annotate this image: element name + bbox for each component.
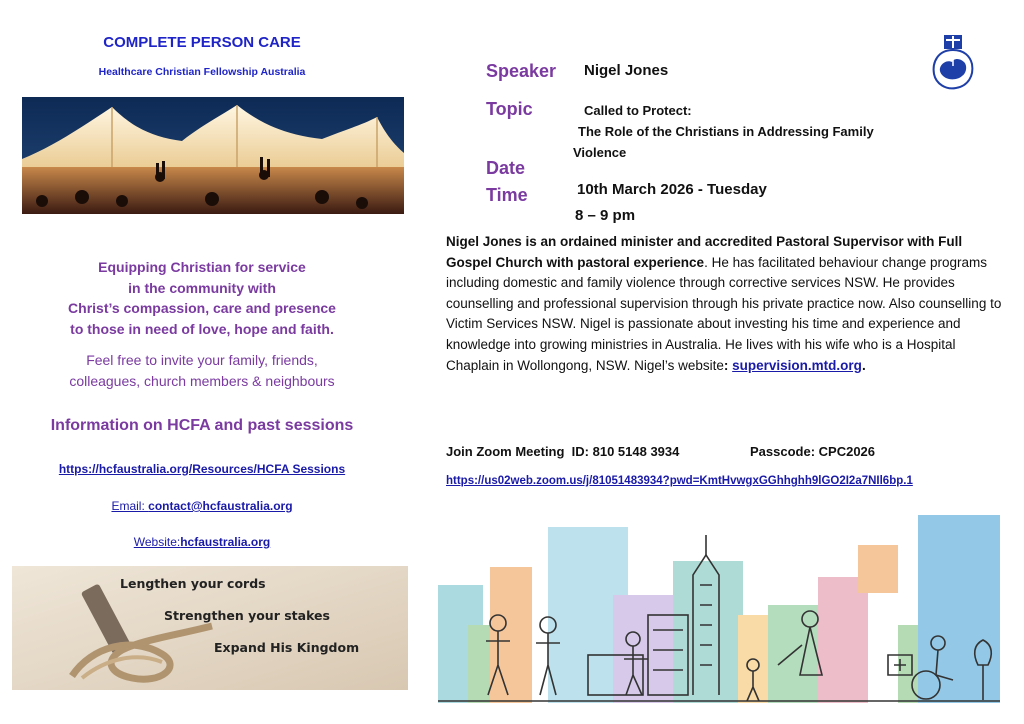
banner-line-2: Strengthen your stakes	[164, 608, 330, 623]
topic-line: The Role of the Christians in Addressing Family	[578, 124, 874, 139]
mission-line: Equipping Christian for service	[98, 259, 306, 275]
website-link[interactable]: hcfaustralia.org	[180, 535, 271, 549]
org-title: COMPLETE PERSON CARE	[103, 34, 301, 51]
community-city-illustration	[438, 515, 1000, 703]
banner-line-1: Lengthen your cords	[120, 576, 266, 591]
invite-text	[22, 350, 382, 391]
email-row	[22, 499, 382, 513]
resources-link-row	[22, 462, 382, 476]
bio-lead: Nigel Jones is an ordained minister and accredited Pastoral Supervisor with Full Gospel Church with pastoral experience	[446, 234, 963, 270]
speaker-label: Speaker	[486, 61, 557, 81]
banner-line-3: Expand His Kingdom	[214, 640, 360, 655]
website-label: Website:	[133, 535, 181, 549]
topic-line: Violence	[573, 145, 627, 160]
mission-line: Christ’s compassion, care and presence	[68, 300, 336, 316]
mission-statement	[22, 257, 382, 339]
info-heading: Information on HCFA and past sessions	[50, 417, 354, 434]
bio-colon: :	[723, 357, 733, 373]
mission-line: to those in need of love, hope and faith.	[70, 320, 334, 337]
event-date: 10th March 2026 - Tuesday	[577, 181, 767, 198]
date-label: Date	[486, 158, 526, 178]
website-row	[22, 535, 382, 549]
topic-line: Called to Protect:	[584, 103, 692, 118]
bio-period: .	[861, 357, 866, 373]
zoom-link[interactable]: https://us02web.zoom.us/j/81051483934?pwd=KmtHvwgxGGhhghh9lGO2I2a7NIl6bp.1	[446, 475, 913, 487]
zoom-link-row	[446, 475, 913, 487]
mission-line: in the community with	[128, 279, 276, 296]
event-time: 8 – 9 pm	[575, 207, 636, 224]
org-subtitle: Healthcare Christian Fellowship Australia	[98, 66, 306, 78]
bio-body: . He has facilitated behaviour change programs including domestic and family violence through corrective services NSW. He provides counselling and professional supervision through his private practice now. Also counselling to Victim Services NSW. Nigel is passionate about investing his time and experience and knowledge into growing ministries in Australia. He lives with his wife who is a Hospital Chaplain in Wollongong, NSW. Nigel’s website	[446, 254, 1002, 373]
zoom-meeting-id: Join Zoom Meeting ID: 810 5148 3934	[446, 444, 680, 459]
email-link[interactable]: contact@hcfaustralia.org	[148, 499, 293, 513]
invite-line: Feel free to invite your family, friends,	[86, 352, 318, 368]
hcfa-logo-icon	[926, 32, 980, 92]
invite-line: colleagues, church members & neighbours	[69, 372, 335, 389]
speaker-website-link[interactable]: supervision.mtd.org	[732, 357, 862, 373]
resources-link[interactable]: https://hcfaustralia.org/Resources/HCFA Sessions	[58, 462, 346, 476]
tent-crowd-photo	[22, 97, 404, 214]
rope-stake-banner	[12, 566, 408, 690]
speaker-bio	[446, 232, 1008, 376]
zoom-passcode: Passcode: CPC2026	[750, 444, 876, 459]
topic-label: Topic	[486, 99, 533, 119]
speaker-name: Nigel Jones	[584, 62, 669, 79]
time-label: Time	[486, 185, 528, 205]
email-label: Email:	[111, 499, 149, 513]
